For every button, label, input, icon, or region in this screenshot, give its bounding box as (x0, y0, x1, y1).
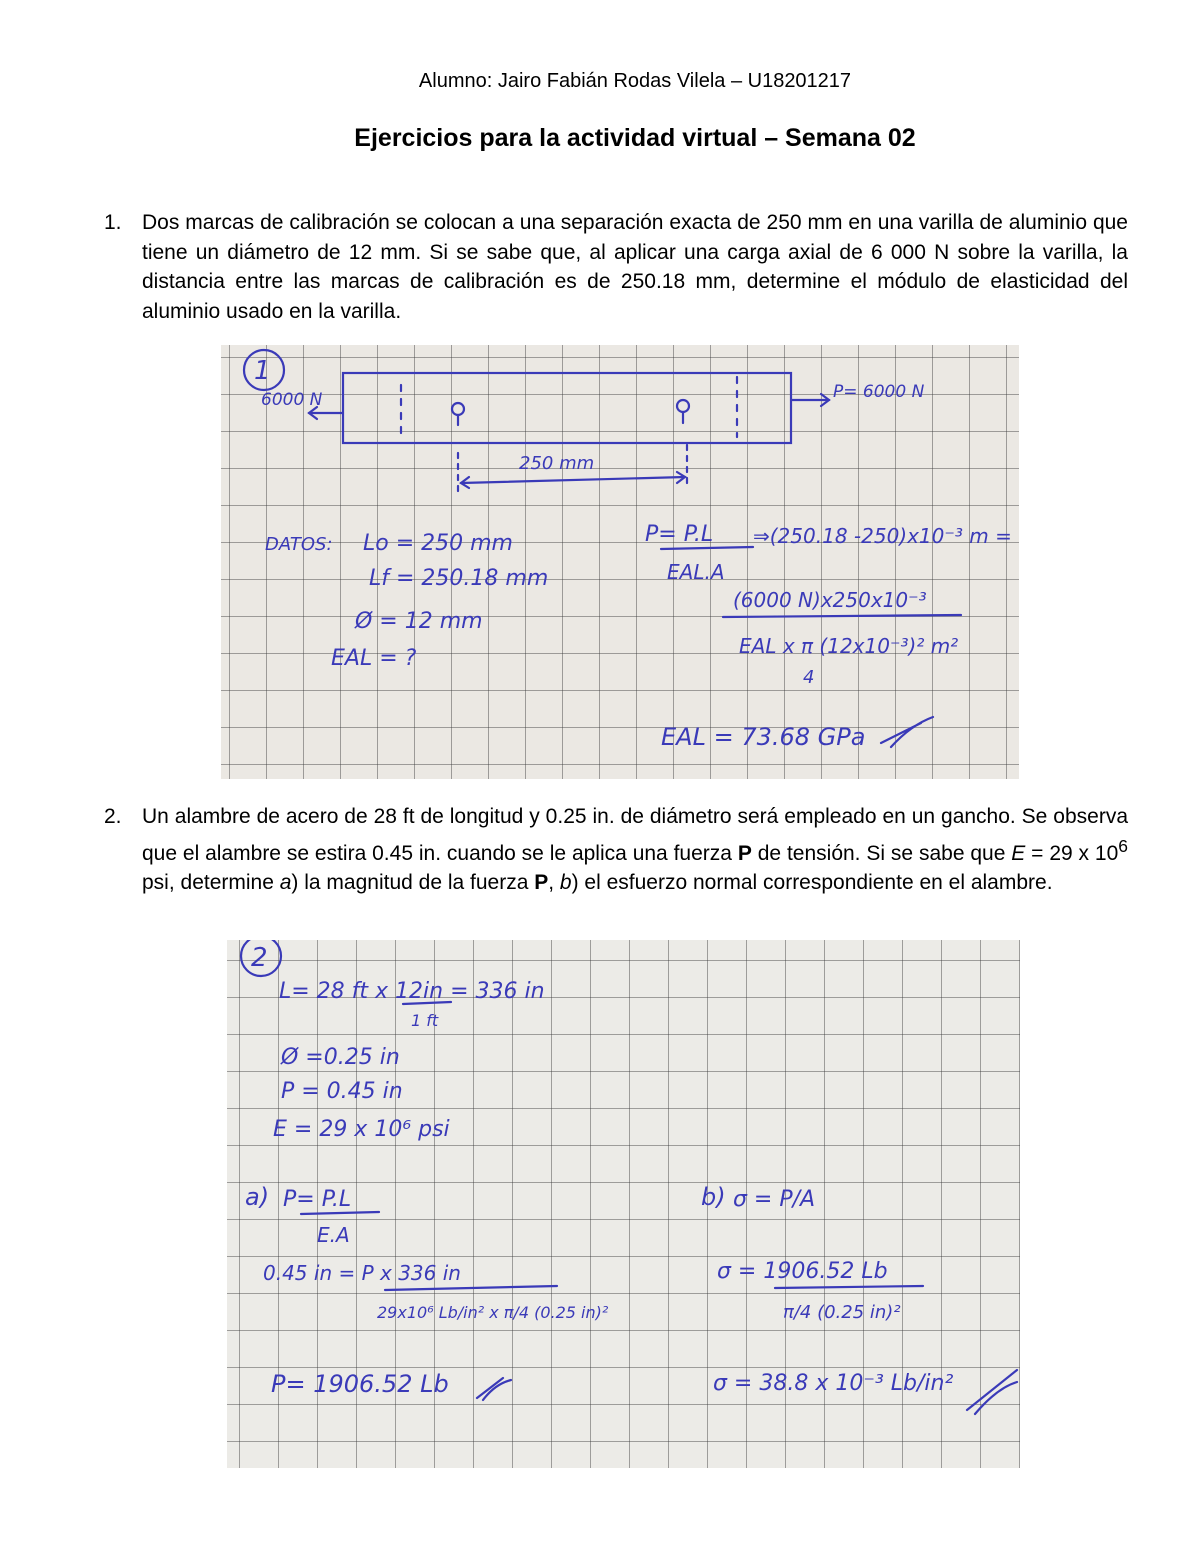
part-b-label: b) (701, 1183, 726, 1211)
part-a-numerator: P= P.L (283, 1187, 352, 1212)
part-a-equation-den: 29x10⁶ Lb/in² x π/4 (0.25 in)² (377, 1303, 609, 1322)
part-a-result: P= 1906.52 Lb (271, 1370, 449, 1398)
length-conversion-den: 1 ft (411, 1011, 439, 1030)
calibration-mark-right (677, 400, 689, 412)
check-mark-icon (881, 717, 933, 747)
problem-2-text: Un alambre de acero de 28 ft de longitud y 0.25 in. de diámetro será empleado en un gancho. Se observa que el alambre se estira 0.45 in. cuando se le aplica una fuerza P de tensión. Si se sabe que E = 29 x $10^6$ psi, determine a) la magnitud de la fuerza P, b) el esfuerzo normal correspondiente en el alambre. (142, 805, 1129, 894)
eq1-rhs: ⇒(250.18 -250)x10⁻³ m = (753, 524, 1012, 548)
rod-outline (343, 373, 791, 443)
circle-number-1: 1 (254, 356, 271, 386)
length-conversion: L= 28 ft x 12in = 336 in (279, 979, 545, 1004)
circle-number-2: 2 (251, 943, 268, 973)
eq2-numerator: (6000 N)x250x10⁻³ (733, 588, 927, 612)
part-a-denominator: E.A (317, 1223, 350, 1247)
eq2-denominator: EAL x π (12x10⁻³)² m² (739, 634, 959, 658)
datos-l0: Lo = 250 mm (363, 531, 513, 556)
datos-diameter: Ø = 12 mm (355, 609, 483, 634)
part-b-result: σ = 38.8 x 10⁻³ Lb/in² (713, 1371, 954, 1396)
problem-1-text: Dos marcas de calibración se colocan a una separación exacta de 250 mm en una varilla de aluminio que tiene un diámetro de 12 mm. Si se sabe que, al aplicar una carga axial de 6 000 N sobre la varilla, la distancia entre las marcas de calibración es de 250.18 mm, determine el módulo de elasticidad del aluminio usado en la varilla. (142, 211, 1128, 323)
right-force-label: P= 6000 N (833, 382, 925, 402)
student-name: Alumno: Jairo Fabián Rodas Vilela – U18201217 (418, 70, 852, 92)
part-b-stress: σ = 1906.52 Lb (717, 1259, 888, 1284)
handwritten-solution-1-photo (221, 345, 1019, 779)
datos-lf: Lf = 250.18 mm (369, 566, 549, 591)
handwritten-solution-2-photo (227, 940, 1020, 1468)
eq1-numerator: P= P.L (645, 522, 714, 547)
problem-2 (104, 802, 1128, 898)
dimension-arrow (461, 477, 685, 483)
check-mark-a-icon (477, 1378, 511, 1400)
eq1-denominator: EAL.A (667, 560, 725, 584)
problem-2-number: 2. (104, 805, 122, 828)
eq2-four: 4 (803, 667, 815, 688)
data-diameter: Ø =0.25 in (281, 1045, 400, 1070)
part-a-equation: 0.45 in = P x 336 in (263, 1261, 461, 1285)
problem-1 (104, 208, 1128, 326)
data-elongation: P = 0.45 in (281, 1079, 403, 1104)
result-eal: EAL = 73.68 GPa (661, 723, 866, 751)
page-title: Ejercicios para la actividad virtual – Semana 02 (354, 124, 916, 152)
calibration-mark-left (452, 403, 464, 415)
left-force-label: 6000 N (261, 390, 323, 410)
check-mark-b-icon (967, 1370, 1017, 1414)
dimension-label: 250 mm (519, 453, 595, 474)
datos-label: DATOS: (265, 534, 333, 555)
part-b-stress-den: π/4 (0.25 in)² (783, 1302, 901, 1323)
part-a-label: a) (245, 1183, 270, 1211)
part-b-equation: σ = P/A (733, 1187, 816, 1212)
datos-eal: EAL = ? (331, 646, 417, 671)
data-modulus: E = 29 x 10⁶ psi (273, 1117, 450, 1142)
problem-1-number: 1. (104, 211, 122, 234)
